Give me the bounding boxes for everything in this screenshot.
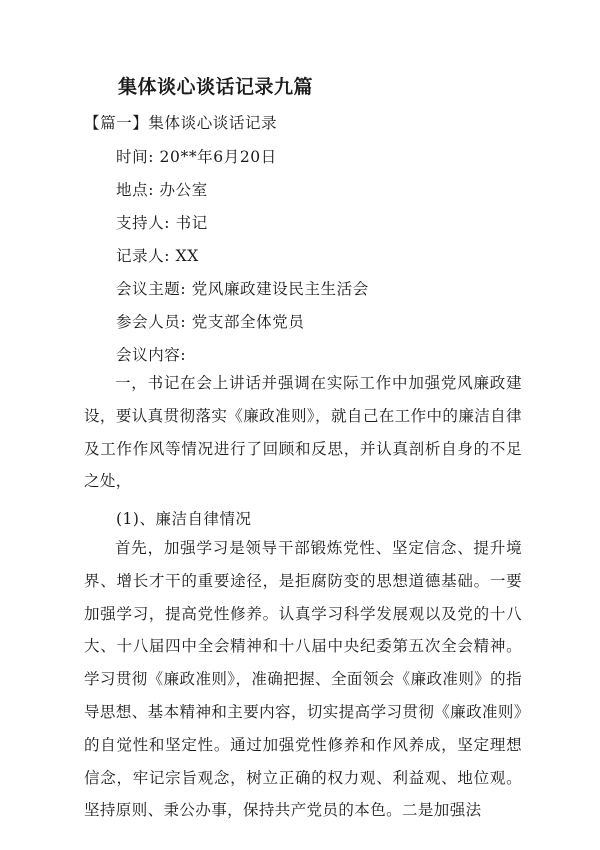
meta-host: 支持人: 书记 [116,214,208,232]
meta-content-label: 会议内容: [116,346,187,364]
meta-recorder: 记录人: XX [116,247,199,265]
document-title: 集体谈心谈话记录九篇 [118,76,314,98]
subheading-integrity: (1)、廉洁自律情况 [116,510,252,528]
meta-location: 地点: 办公室 [116,181,208,199]
section-heading: 【篇一】集体谈心谈话记录 [84,114,278,132]
meta-participants: 参会人员: 党支部全体党员 [116,313,305,331]
paragraph-2: 首先，加强学习是领导干部锻炼党性、坚定信念、提升境界、增长才干的重要途径，是拒腐防变的思想道德基础。一要加强学习，提高党性修养。认真学习科学发展观以及党的十八大、十八届四中全会精神和十八届中央纪委第五次全会精神。学习贯彻《廉政准则》，准确把握、全面领会《廉政准则》的指导思想、基本精神和主要内容，切实提高学习贯彻《廉政准则》的自觉性和坚定性。通过加强党性修养和作风养成，坚定理想信念，牢记宗旨观念，树立正确的权力观、利益观、地位观。坚持原则、秉公办事，保持共产党员的本色。二是加强法 [84,539,522,820]
meta-time: 时间: 20**年6月20日 [116,148,277,166]
meta-topic: 会议主题: 党风廉政建设民主生活会 [116,280,369,298]
paragraph-1: 一，书记在会上讲话并强调在实际工作中加强党风廉政建设，要认真贯彻落实《廉政准则》，就自己在工作中的廉洁自律及工作作风等情况进行了回顾和反思，并认真剖析自身的不足之处， [84,374,522,491]
